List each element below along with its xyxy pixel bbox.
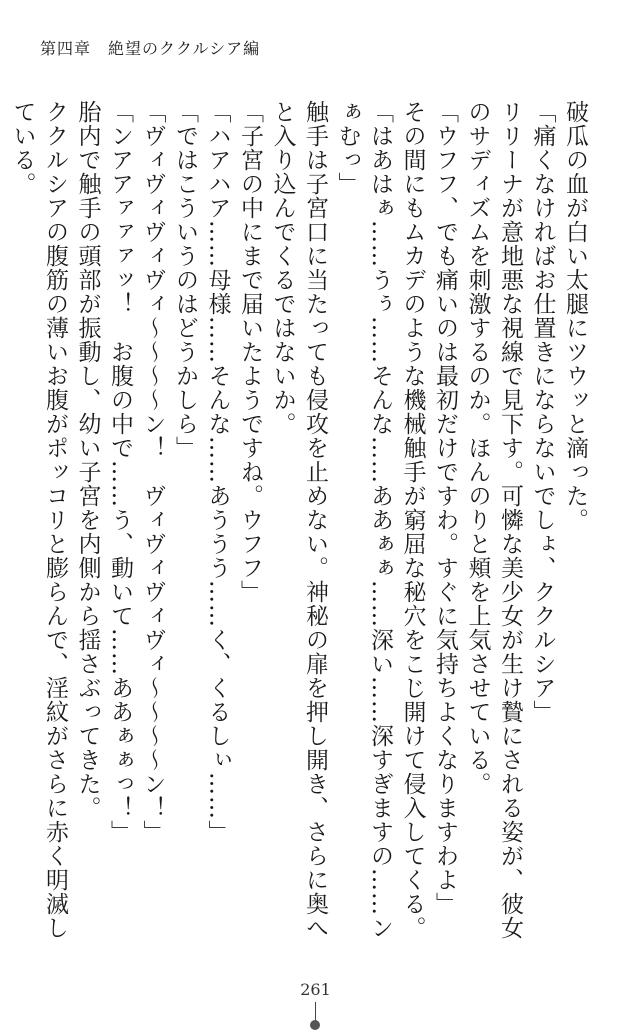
paragraph: 「痛くなければお仕置きにならないでしょ、ククルシア」 — [529, 100, 556, 724]
paragraph: 「ウフフ、でも痛いのは最初だけですわ。すぐに気持ちよくなりますわよ」 — [432, 100, 458, 916]
paragraph: ククルシアの腹筋の薄いお腹がポッコリと膨らんで、淫紋がさらに赤く明滅している。 — [9, 100, 68, 940]
paragraph: 「ではこういうのはどうかしら」 — [172, 100, 198, 460]
paragraph: リリーナが意地悪な視線で見下す。可憐な美少女が生け贄にされる姿が、彼女のサディズムを刺激するのか。ほんのりと頬を上気させている。 — [464, 100, 523, 940]
body-text — [9, 100, 591, 950]
running-head: 第四章 絶望のククルシア編 — [40, 39, 261, 58]
paragraph: 胎内で触手の頭部が振動し、幼い子宮を内側から揺さぶってきた。 — [74, 100, 101, 820]
paragraph: 「子宮の中にまで届いたようですね。ウフフ」 — [237, 100, 263, 604]
paragraph: その間にもムカデのような機械触手が窮屈な秘穴をこじ開けて侵入してくる。 — [399, 100, 426, 940]
paragraph: 「ハアハア……母様……そんな……あううう……く、くるしぃ……」 — [204, 100, 231, 844]
paragraph: 「はあはぁ……うぅ……そんな……ああぁぁ……深い……深すぎますの……ンぁむっ」 — [334, 100, 393, 940]
paragraph: 「ンアアァァァッ！ お腹の中で……う、動いて……ああぁぁっ！」 — [107, 100, 133, 844]
page-number: 261 — [300, 980, 331, 999]
folio-dot — [310, 1020, 320, 1030]
paragraph: 触手は子宮口に当たっても侵攻を止めない。神秘の扉を押し開き、さらに奥へと入り込んでくるではないか。 — [269, 100, 328, 940]
paragraph: 「ヴィヴィヴィヴィ〜〜〜〜ン！ ヴィヴィヴィヴィ〜〜〜〜ン！」 — [139, 100, 166, 844]
paragraph: 破瓜の血が白い太腿にツウッと滴った。 — [562, 100, 588, 532]
